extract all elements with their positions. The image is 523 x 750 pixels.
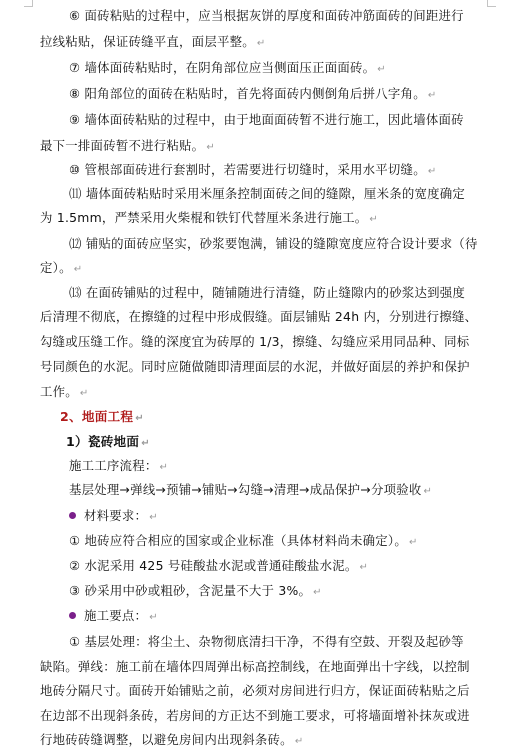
- line-text: 施工工序流程：: [69, 458, 158, 473]
- paragraph-mark: ↵: [159, 462, 169, 473]
- material-item: [69, 583, 480, 601]
- body-line: [69, 285, 480, 301]
- body-line: [40, 309, 480, 325]
- line-text: 基层处理→弹线→预铺→铺贴→勾缝→清理→成品保护→分项验收: [69, 482, 422, 497]
- body-line: [40, 708, 480, 724]
- crop-mark-top-right: [487, 0, 496, 7]
- paragraph-mark: ↵: [149, 612, 158, 623]
- line-text: 勾缝或压缝工作。缝的深度宜为砖厚的 1/3，擦缝、勾缝应采用同品种、同标: [40, 334, 470, 349]
- process-label: [69, 458, 480, 476]
- body-line: [69, 8, 480, 24]
- line-text: 为 1.5mm，严禁采用火柴棍和铁钉代替厘米条进行施工。: [40, 210, 368, 225]
- body-line: [40, 683, 480, 699]
- line-text: ⒀ 在面砖铺贴的过程中，随铺随进行清缝，防止缝隙内的砂浆达到强度: [69, 285, 466, 300]
- paragraph-mark: ↵: [141, 438, 150, 449]
- line-text: 1）瓷砖地面: [66, 434, 140, 449]
- line-text: ① 基层处理：将尘土、杂物彻底清扫干净，不得有空鼓、开裂及起砂等: [69, 634, 464, 649]
- process-flow: [69, 482, 480, 500]
- material-item: [69, 558, 480, 576]
- body-line: [69, 60, 480, 78]
- body-line: [69, 186, 480, 202]
- paragraph-mark: ↵: [256, 38, 266, 49]
- line-text: 最下一排面砖暂不进行粘贴。: [40, 138, 205, 153]
- paragraph-mark: ↵: [427, 90, 437, 101]
- paragraph-mark: ↵: [73, 264, 83, 275]
- line-text: 材料要求：: [84, 508, 148, 523]
- crop-mark-top-left: [24, 0, 33, 7]
- paragraph-mark: ↵: [206, 142, 215, 153]
- line-text: 定）。: [40, 260, 72, 275]
- body-line: [40, 260, 480, 278]
- paragraph-mark: ↵: [149, 512, 158, 523]
- material-item: [69, 533, 480, 551]
- body-line: [69, 162, 480, 180]
- line-text: 2、地面工程: [60, 409, 134, 424]
- line-text: ③ 砂采用中砂或粗砂，含泥量不大于 3%。: [69, 583, 312, 598]
- body-line: [69, 112, 480, 128]
- bullet-dot-icon: [69, 512, 76, 519]
- points-heading: [69, 608, 509, 626]
- paragraph-mark: ↵: [294, 736, 304, 747]
- body-line: [40, 334, 480, 350]
- paragraph-mark: ↵: [359, 562, 369, 573]
- line-text: 施工要点：: [84, 608, 148, 623]
- body-line: [40, 359, 480, 375]
- line-text: ⑧ 阳角部位的面砖在粘贴时，首先将面砖内侧倒角后拼八字角。: [69, 86, 426, 101]
- paragraph-mark: ↵: [423, 486, 433, 497]
- paragraph-mark: ↵: [135, 413, 144, 424]
- body-line: [40, 659, 480, 675]
- line-text: 后清理不彻底，在擦缝的过程中形成假缝。面层铺贴 24h 内，分别进行擦缝、: [40, 309, 478, 324]
- materials-heading: [69, 508, 509, 526]
- paragraph-mark: ↵: [377, 64, 386, 75]
- body-line: [40, 210, 480, 228]
- paragraph-mark: ↵: [409, 537, 418, 548]
- line-text: ⑩ 管根部面砖进行套割时，若需要进行切缝时，采用水平切缝。: [69, 162, 426, 177]
- line-text: ① 地砖应符合相应的国家或企业标准（具体材料尚未确定）。: [69, 533, 408, 548]
- body-line: [40, 732, 480, 750]
- line-text: 号同颜色的水泥。同时应随做随即清理面层的水泥，并做好面层的养护和保护: [40, 359, 470, 374]
- body-line: [40, 138, 480, 156]
- line-text: ② 水泥采用 425 号硅酸盐水泥或普通硅酸盐水泥。: [69, 558, 358, 573]
- body-line: [40, 384, 480, 402]
- paragraph-mark: ↵: [369, 214, 379, 225]
- line-text: ⑾ 墙体面砖粘贴时采用米厘条控制面砖之间的缝隙，厘米条的宽度确定: [69, 186, 466, 201]
- paragraph-mark: ↵: [313, 587, 322, 598]
- line-text: 缺陷。弹线：施工前在墙体四周弹出标高控制线，在地面弹出十字线，以控制: [40, 659, 470, 674]
- body-line: [69, 236, 480, 252]
- line-text: 工作。: [40, 384, 78, 399]
- line-text: 拉线粘贴，保证砖缝平直，面层平整。: [40, 34, 255, 49]
- line-text: 在边部不出现斜条砖，若房间的方正达不到施工要求，可将墙面增补抹灰或进: [40, 708, 470, 723]
- bullet-dot-icon: [69, 612, 76, 619]
- body-line: [69, 86, 480, 104]
- body-line: [69, 634, 480, 650]
- line-text: ⑦ 墙体面砖粘贴时，在阴角部位应当侧面压正面面砖。: [69, 60, 376, 75]
- paragraph-mark: ↵: [79, 388, 89, 399]
- section-heading: [60, 409, 500, 427]
- paragraph-mark: ↵: [427, 166, 437, 177]
- line-text: ⑿ 铺贴的面砖应坚实，砂浆要饱满，铺设的缝隙宽度应符合设计要求（待: [69, 236, 478, 251]
- line-text: ⑨ 墙体面砖粘贴的过程中，由于地面面砖暂不进行施工，因此墙体面砖: [69, 112, 464, 127]
- line-text: 行地砖砖缝调整，以避免房间内出现斜条砖。: [40, 732, 293, 747]
- body-line: [40, 34, 480, 52]
- subsection-heading: [66, 434, 506, 452]
- line-text: 地砖分隔尺寸。面砖开始铺贴之前，必须对房间进行归方，保证面砖粘贴之后: [40, 683, 470, 698]
- line-text: ⑥ 面砖粘贴的过程中，应当根据灰饼的厚度和面砖冲筋面砖的间距进行: [69, 8, 464, 23]
